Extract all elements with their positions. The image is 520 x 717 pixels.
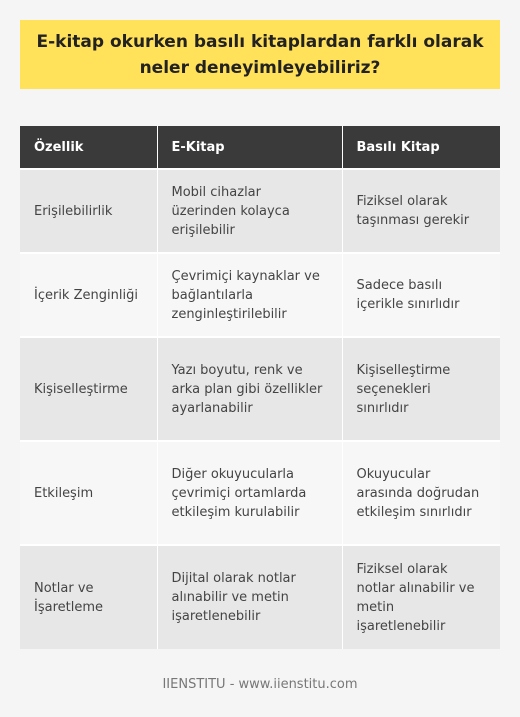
feature-cell: İçerik Zenginliği — [20, 253, 157, 337]
feature-cell: Erişilebilirlik — [20, 169, 157, 253]
printed-book-cell: Okuyucular arasında doğrudan etkileşim sınırlıdır — [342, 441, 500, 545]
title-banner — [20, 20, 500, 89]
feature-cell: Kişiselleştirme — [20, 337, 157, 441]
table-row — [20, 169, 500, 253]
footer-credit: IIENSTITU - www.iienstitu.com — [162, 677, 358, 692]
printed-book-cell: Kişiselleştirme seçenekleri sınırlıdır — [342, 337, 500, 441]
ebook-cell: Çevrimiçi kaynaklar ve bağlantılarla zenginleştirilebilir — [157, 253, 342, 337]
printed-book-cell: Fiziksel olarak notlar alınabilir ve metin işaretlenebilir — [342, 545, 500, 649]
column-header-printed-book: Basılı Kitap — [356, 139, 440, 155]
column-header-ebook: E-Kitap — [157, 126, 342, 169]
printed-book-cell: Sadece basılı içerikle sınırlıdır — [342, 253, 500, 337]
table-row — [20, 441, 500, 545]
column-header-feature: Özellik — [20, 126, 157, 169]
ebook-cell: Mobil cihazlar üzerinden kolayca erişilebilir — [157, 169, 342, 253]
ebook-cell: Diğer okuyucularla çevrimiçi ortamlarda etkileşim kurulabilir — [157, 441, 342, 545]
ebook-cell: Dijital olarak notlar alınabilir ve metin işaretlenebilir — [157, 545, 342, 649]
table-row — [20, 253, 500, 337]
table-row — [20, 545, 500, 649]
table-header-row — [20, 126, 500, 169]
page-title: E-kitap okurken basılı kitaplardan farklı olarak neler deneyimleyebiliriz? — [36, 31, 484, 78]
feature-cell: Etkileşim — [20, 441, 157, 545]
table-row — [20, 337, 500, 441]
comparison-table — [20, 126, 500, 649]
ebook-cell: Yazı boyutu, renk ve arka plan gibi özellikler ayarlanabilir — [157, 337, 342, 441]
feature-cell: Notlar ve İşaretleme — [20, 545, 157, 649]
printed-book-cell: Fiziksel olarak taşınması gerekir — [342, 169, 500, 253]
